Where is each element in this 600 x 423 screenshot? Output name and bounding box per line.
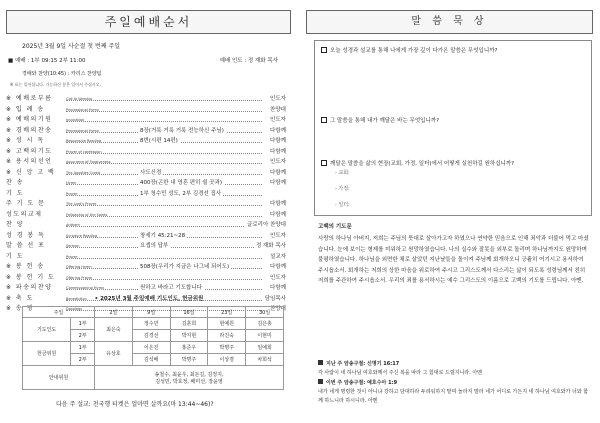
duty-cell: 홍준우 (170, 342, 208, 354)
order-item-leader: 다함께 (268, 210, 286, 221)
order-item-name: 성 경 봉 독 (6, 231, 46, 239)
duty-row (23, 318, 284, 330)
order-item-leader: 인도자 (268, 94, 286, 105)
order-item-name: ※ 고백의기도 (6, 147, 53, 155)
confession-text: 사랑의 하나님 아버지, 저희는 주님의 뜻대로 살아가고자 하였으나 연약한 믿음으로 인해 죄악과 더불어 먹고 마셨습니다. 눈에 보이는 형제를 미워하고 원망하였습니다. 나의 실수와 잘못을 외부로 돌리며 하나님까지도 원망하며 불평하였습니다. 하나님을 외면한 채로 살았던 지난날들을 돌이켜 주님께 회개하오니 긍휼히 여기시고 용서하여 주시옵소서. 회개하는 저희의 상한 마음을 위로하여 주시고 그리스도께서 다스리는 삶이 되도록 성령님께서 친히 저희를 주관하여 주시옵소서. 우리의 죄를 용서하시는 예수 그리스도의 이름으로 고백의 기도를 드립니다. 아멘. (318, 236, 589, 284)
order-row (6, 231, 286, 242)
page-title: 주일예배순서 (6, 10, 291, 34)
order-item-content: 8장(거룩 거룩 거룩 전능하신 주님) (138, 126, 226, 137)
order-item-name: 기 도 (6, 252, 24, 260)
order-item-name: ※ 송 영 (6, 305, 34, 312)
order-item-leader: 인도자 (268, 115, 286, 126)
meditation-section (306, 0, 600, 423)
order-item-english: Assurance of Forgiveness (66, 160, 111, 164)
date-line: 2025년 3월 9일 사순절 첫 번째 주일 (22, 43, 121, 50)
verse-last-week-head (318, 360, 590, 369)
duty-cell: 현예원 (208, 318, 246, 330)
question-3 (321, 159, 514, 167)
order-item-leader: 설교자 (268, 252, 286, 263)
verse-last-week-head-text: 지난 주 암송구절: 신명기 16:17 (326, 361, 400, 367)
guide-label: 안내위원 (23, 366, 95, 390)
order-item-content: 창세기 45:21~28 (138, 231, 187, 242)
order-item-name: 찬 양 (6, 221, 24, 228)
order-item-name: ※ 축 도 (6, 294, 34, 302)
duty-cell: 1부 (71, 342, 95, 354)
duty-header-cell: 2일 (95, 307, 133, 318)
duty-title: • 2025년 3월 주일예배 기도인도, 헌금위원 (94, 296, 204, 302)
order-item-leader: 인도자 (268, 157, 286, 168)
leader-dots (66, 226, 262, 227)
confession-title: 고백의 기도문 (318, 224, 352, 230)
duty-cell: 라진숙 (208, 330, 246, 342)
order-item-english: Prayer (66, 191, 78, 196)
order-item-leader: 글로리아 찬양대 (245, 220, 286, 231)
order-item-english: Commissioning Hymn (66, 286, 105, 290)
order-item-english: Scripture Reading (66, 233, 98, 238)
duty-cell: 헌금위원 (23, 342, 71, 366)
order-item-name: ※ 봉 헌 기 도 (6, 273, 56, 281)
order-row (6, 189, 286, 200)
order-item-leader: 정 재화 목사 (254, 241, 286, 252)
order-item-english: Prayer of confession (66, 149, 102, 154)
duty-row (23, 342, 284, 354)
order-item-english: Hymn (66, 181, 77, 185)
order-row (6, 252, 286, 263)
order-item-leader: 다함께 (268, 126, 286, 137)
order-item-content: 508장(우리가 지금은 나그네 되어도) (138, 262, 231, 273)
order-item-leader: 찬양대 (268, 105, 286, 116)
order-row (6, 157, 286, 168)
checkbox-icon (321, 160, 327, 166)
duty-cell: 2부 (71, 330, 95, 342)
guide-names-line-1: 송철수, 최윤우, 최돈길, 김정지, (154, 371, 224, 378)
order-item-name: ※ 용서의선언 (6, 158, 53, 165)
question-1-text: 오늘 성경과 설교를 통해 나에게 가장 깊이 다가온 말씀은 무엇입니까? (330, 48, 498, 54)
order-row (6, 273, 286, 284)
duty-cell: 1부 (71, 318, 95, 330)
order-row (6, 147, 286, 158)
order-item-leader: 담임목사 (263, 294, 286, 305)
order-row (6, 126, 286, 137)
order-item-content: 사도신경 (138, 168, 163, 179)
order-item-name: ※ 파송의찬양 (6, 284, 53, 291)
order-item-english: The Apostles Creed (66, 170, 100, 175)
leader-dots (66, 121, 262, 122)
question-2 (321, 116, 439, 124)
duty-header-row (23, 307, 284, 318)
verse-this-week-head-text: 이번 주 암송구절: 예호수아 1:9 (326, 380, 398, 386)
order-item-leader: 인도자 (268, 231, 286, 242)
duty-header-cell: 23일 (208, 307, 246, 318)
order-list (6, 94, 286, 315)
sub-work: - 일터: (335, 202, 350, 208)
duty-cell: 기도인도 (23, 318, 71, 342)
order-item-content: 8번(시편 14편) (138, 136, 180, 147)
duty-cell: 김석배 (132, 354, 170, 366)
order-item-english: Benediction (66, 296, 87, 301)
duty-cell: 김경선 (132, 330, 170, 342)
order-row (6, 168, 286, 179)
order-item-english: Fellowship of the Saints (66, 212, 108, 217)
guide-names-line-2: 김성민, 박효정, 배미선, 장윤영 (155, 378, 223, 385)
duty-cell: 2부 (71, 354, 95, 366)
sub-church: - 교회: (335, 170, 350, 176)
worship-times-text: ■ 예배 : 1부 09:15 2부 11:00 (8, 58, 86, 64)
duty-cell: 최은숙 (95, 318, 133, 342)
duty-cell: 김은총 (246, 318, 284, 330)
meditation-questions (314, 40, 592, 216)
checkbox-icon (321, 47, 327, 53)
order-row (6, 199, 286, 210)
order-item-leader: 다함께 (268, 178, 286, 189)
order-item-name: ※ 경배의찬송 (6, 126, 53, 134)
order-item-english: Responsive Reading (66, 139, 102, 143)
duty-header-cell: 주일 (23, 307, 95, 318)
duty-cell: 임예희 (246, 342, 284, 354)
order-item-name: ※ 봉 헌 송 (6, 263, 45, 270)
worship-order-section (0, 0, 298, 423)
order-item-content: 원하고 바라고 기도합니다 (138, 283, 204, 294)
order-row (6, 105, 286, 116)
order-item-english: Call to Worship (66, 97, 93, 101)
order-item-english: Doxology (66, 307, 83, 311)
duty-header-cell: 16일 (170, 307, 208, 318)
standing-notice: ※ 표는 일어섭니다. 가능하신 분은 일어서 주십시오. (10, 82, 101, 87)
order-item-english: The Lord's Prayer (66, 202, 97, 206)
order-row (6, 241, 286, 252)
verse-last-week-text: 각 사람이 네 하나님 여호와께서 주신 복을 따라 그 힘대로 드릴지니라. 아멘 (318, 370, 482, 376)
order-item-english: Offering Prayer (66, 275, 93, 280)
order-item-english: Prayer (66, 254, 78, 259)
worship-leader: 예배 인도 : 정 재화 목사 (219, 58, 278, 64)
order-item-name: 찬 송 (6, 179, 24, 186)
duty-table (22, 306, 284, 390)
order-row (6, 210, 286, 221)
worship-times (8, 56, 278, 64)
leader-dots (66, 258, 262, 259)
order-row (6, 283, 286, 294)
question-3-text: 깨달은 말씀을 삶의 현장(교회, 가정, 일터)에서 어떻게 실천하길 원하십니까? (330, 161, 515, 167)
question-1 (321, 46, 497, 54)
order-item-name: 성도의교제 (6, 210, 43, 218)
order-row (6, 262, 286, 273)
order-item-name: ※ 예배로부름 (6, 95, 53, 102)
duty-cell: 김훈희 (170, 318, 208, 330)
duty-cell: 박명주 (170, 354, 208, 366)
verse-last-week (318, 360, 590, 378)
bullet-icon (318, 360, 323, 365)
leader-dots (66, 279, 262, 280)
order-item-name: 기 도 (6, 189, 24, 197)
sub-home: - 가정: (335, 186, 350, 192)
duty-cell: 차희석 (246, 354, 284, 366)
order-item-leader: 다함께 (268, 262, 286, 273)
order-item-english: Sermon (66, 244, 80, 248)
order-row (6, 115, 286, 126)
order-item-name: ※ 예배의기원 (6, 116, 53, 123)
order-row (6, 178, 286, 189)
order-item-leader: 다함께 (268, 283, 286, 294)
guide-row (23, 366, 284, 390)
bullet-icon (318, 379, 323, 384)
order-item-name: 말 씀 선 포 (6, 242, 46, 249)
order-item-leader: 찬양대 (268, 304, 286, 315)
praise-line: 경배와 찬양(10:45) : 카리스 찬양팀 (22, 71, 102, 77)
next-sermon: 다음 주 설교: 천국행 티켓은 얼마면 살까요(마 13:44~46)? (56, 401, 214, 408)
order-item-english: Anthem (66, 223, 80, 227)
verse-this-week (318, 379, 590, 406)
duty-cell: 유상호 (95, 342, 133, 366)
verse-this-week-head (318, 379, 590, 388)
order-item-leader: 인도자 (268, 273, 286, 284)
order-item-english: Processional Hymn (66, 128, 100, 133)
duty-cell: 박지현 (170, 330, 208, 342)
order-item-english: Processional Hymn (66, 107, 100, 112)
order-row (6, 220, 286, 231)
order-item-name: 주 기 도 문 (6, 200, 46, 207)
checkbox-icon (321, 117, 327, 123)
order-item-english: Offering Hymn (66, 265, 92, 269)
order-row (6, 136, 286, 147)
duty-cell: 박명주 (208, 342, 246, 354)
duty-cell: 이현미 (246, 330, 284, 342)
order-item-leader: 다함께 (268, 168, 286, 179)
order-item-leader: 다함께 (268, 136, 286, 147)
duty-cell: 정수민 (132, 318, 170, 330)
order-item-content: 400장(곤한 내 영혼 편히 쉴 곳과) (138, 178, 224, 189)
order-item-name: ※ 입 례 송 (6, 105, 45, 113)
meditation-title: 말 씀 묵 상 (306, 10, 593, 34)
duty-header-cell: 9일 (132, 307, 170, 318)
order-item-name: ※ 성 시 독 (6, 137, 45, 144)
question-2-text: 그 말씀을 통해 내가 깨달은 바는 무엇입니까? (330, 118, 440, 124)
order-item-leader: 다함께 (268, 147, 286, 158)
duty-cell: 이상겸 (208, 354, 246, 366)
duty-header-cell: 30일 (246, 307, 284, 318)
leader-dots (66, 100, 262, 101)
order-item-content: 1부 청수민 성도, 2부 김경선 집사 (138, 189, 223, 200)
order-item-name: ※ 신 앙 고 백 (6, 168, 56, 176)
verse-this-week-text: 내가 네게 명령한 것이 아니냐 강하고 담대하라 두려워하지 말며 놀라지 말라 네가 어디로 가든지 네 하나님 여호와가 너와 함께 하느니라 하시니라. 아멘 (318, 389, 589, 404)
duty-cell: 이은진 (132, 342, 170, 354)
order-item-english: Invocation (66, 118, 85, 122)
guide-names (95, 366, 284, 390)
order-item-content: 요셉의 답부 (138, 241, 170, 252)
order-row (6, 94, 286, 105)
order-item-leader: 다함께 (268, 199, 286, 210)
